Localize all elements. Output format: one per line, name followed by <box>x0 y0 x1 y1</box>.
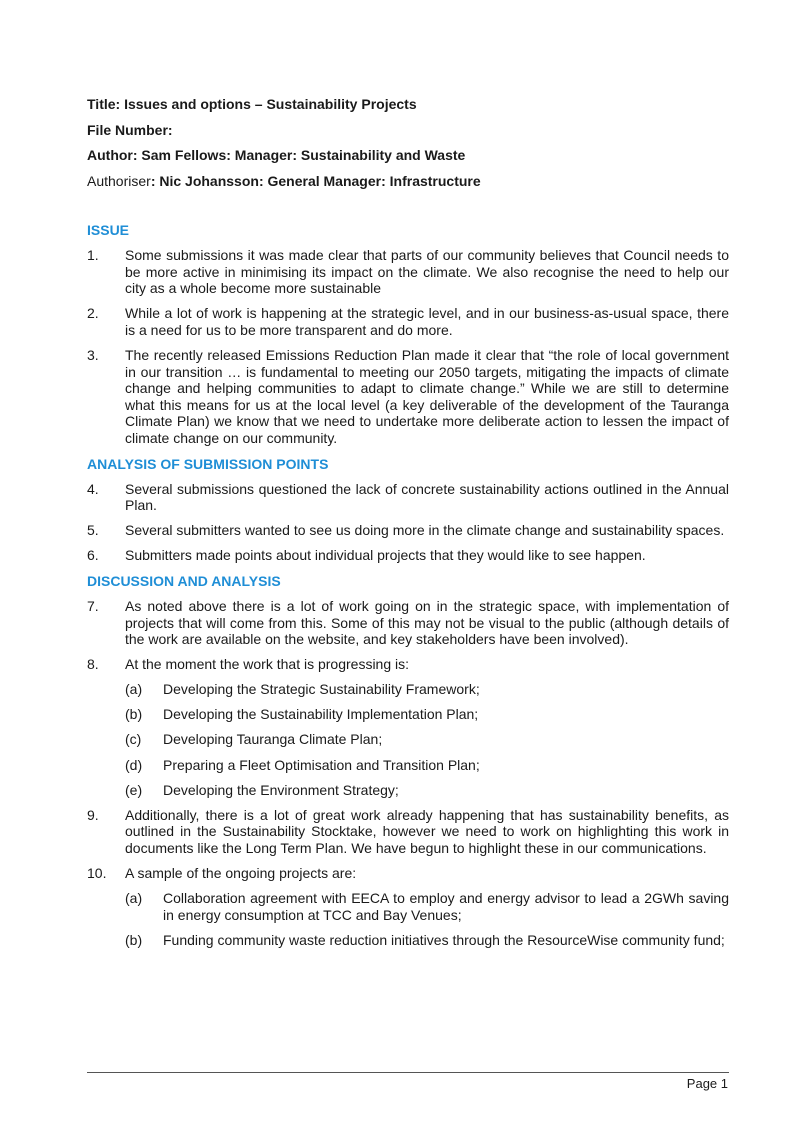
paragraph <box>87 481 729 514</box>
paragraph <box>87 522 729 539</box>
section-heading-discussion-and-analysis: DISCUSSION AND ANALYSIS <box>87 572 281 589</box>
paragraph <box>87 598 729 648</box>
authoriser-label: Authoriser <box>87 172 151 189</box>
file-number: File Number: <box>87 121 173 138</box>
paragraph-number: 10. <box>87 865 107 882</box>
paragraph-number: 4. <box>87 480 99 497</box>
paragraph-text: As noted above there is a lot of work going on in the strategic space, with implementation of projects that will come from this. Some of this may not be visual to the public (although details of the work are available on the website, and key stakeholders have been involved). <box>125 597 729 648</box>
document-title: Title: Issues and options – Sustainability Projects <box>87 96 417 112</box>
authoriser <box>87 173 747 190</box>
author: Author: Sam Fellows: Manager: Sustainability and Waste <box>87 147 466 164</box>
paragraph <box>87 305 729 338</box>
sub-list-item <box>125 757 729 774</box>
paragraph-text: Several submitters wanted to see us doing more in the climate change and sustainability spaces. <box>125 522 725 539</box>
paragraph-text: While a lot of work is happening at the strategic level, and in our business-as-usual space, there is a need for us to be more transparent and do more. <box>125 305 729 338</box>
paragraph-text: At the moment the work that is progressing is: <box>125 656 410 673</box>
sub-list-item <box>125 706 729 723</box>
paragraph <box>87 865 729 882</box>
paragraph <box>87 656 729 673</box>
sub-list-item <box>125 782 729 799</box>
paragraph <box>87 347 729 447</box>
paragraph-number: 1. <box>87 247 99 263</box>
sub-item-text: Developing the Sustainability Implementation Plan; <box>163 706 479 723</box>
document-metadata <box>87 96 747 198</box>
paragraph-number: 7. <box>87 597 99 614</box>
sub-list-item <box>125 890 729 923</box>
paragraph-text: Some submissions it was made clear that parts of our community believes that Council needs to be more active in minimising its impact on the climate. We also recognise the need to help our city as a whole become more sustainable <box>125 247 729 297</box>
sub-item-label: (b) <box>125 931 143 948</box>
paragraph-number: 5. <box>87 522 99 539</box>
authoriser-value: : Nic Johansson: General Manager: Infrastructure <box>150 172 481 189</box>
paragraph-number: 9. <box>87 806 99 823</box>
paragraph-number: 2. <box>87 305 99 322</box>
footer-divider <box>87 1072 729 1073</box>
page-number: Page 1 <box>686 1076 728 1091</box>
sub-item-label: (e) <box>125 781 143 798</box>
sub-item-label: (d) <box>125 756 143 773</box>
paragraph-text: A sample of the ongoing projects are: <box>125 865 357 882</box>
paragraph-text: Several submissions questioned the lack of concrete sustainability actions outlined in the Annual Plan. <box>125 480 729 514</box>
document-body <box>87 222 729 957</box>
sub-item-label: (b) <box>125 706 143 723</box>
sub-item-text: Preparing a Fleet Optimisation and Transition Plan; <box>163 756 480 773</box>
sub-item-label: (a) <box>125 681 143 698</box>
paragraph-text: Additionally, there is a lot of great work already happening that has sustainability benefits, as outlined in the Sustainability Stocktake, however we need to work on highlighting this work in documents like the Long Term Plan. We have begun to highlight these in our communications. <box>125 806 729 856</box>
paragraph-number: 3. <box>87 346 99 363</box>
section-heading-issue: ISSUE <box>87 222 130 238</box>
sub-item-text: Developing the Environment Strategy; <box>163 781 399 798</box>
paragraph-text: Submitters made points about individual projects that they would like to see happen. <box>125 547 646 564</box>
paragraph <box>87 807 729 857</box>
sub-item-text: Developing the Strategic Sustainability Framework; <box>163 681 480 698</box>
paragraph-text: The recently released Emissions Reduction Plan made it clear that “the role of local government in our transition … is fundamental to meeting our 2050 targets, mitigating the impacts of climate change and helping communities to adapt to climate change.” While we are still to determine what this means for us at the local level (a key deliverable of the development of the Tauranga Climate Plan) we know that we need to undertake more deliberate action to lessen the impact of climate change on our community. <box>125 346 729 446</box>
paragraph-number: 8. <box>87 656 99 673</box>
sub-item-text: Funding community waste reduction initiatives through the ResourceWise community fund; <box>163 931 725 948</box>
sub-item-label: (a) <box>125 890 143 907</box>
sub-item-label: (c) <box>125 731 142 748</box>
paragraph <box>87 247 729 297</box>
paragraph <box>87 547 729 564</box>
section-heading-analysis-of-submission-points: ANALYSIS OF SUBMISSION POINTS <box>87 455 329 472</box>
paragraph-number: 6. <box>87 547 99 564</box>
sub-list-item <box>125 731 729 748</box>
sub-list-item <box>125 932 729 949</box>
sub-item-text: Developing Tauranga Climate Plan; <box>163 731 383 748</box>
sub-list-item <box>125 681 729 698</box>
sub-item-text: Collaboration agreement with EECA to employ and energy advisor to lead a 2GWh saving in energy consumption at TCC and Bay Venues; <box>163 890 729 923</box>
